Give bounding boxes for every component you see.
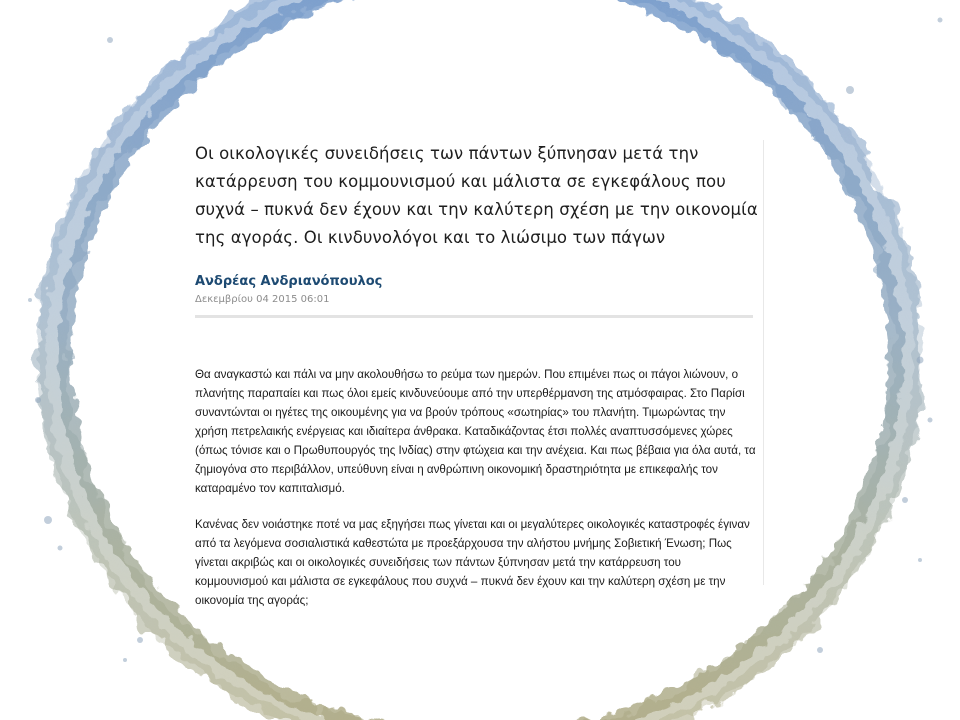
article-headline: Οι οικολογικές συνειδήσεις των πάντων ξύπνησαν μετά την κατάρρευση του κομμουνισμού και μάλιστα σε εγκεφάλους που συχνά – πυκνά δεν έχουν και την καλύτερη σχέση με την οικονομία της αγοράς. Οι κινδυνολόγοι και το λιώσιμο των πάγων (195, 144, 758, 247)
article-column-divider (763, 140, 764, 585)
header-separator (195, 315, 753, 318)
article-paragraph-1: Θα αναγκαστώ και πάλι να μην ακολουθήσω το ρεύμα των ημερών. Που επιμένει πως οι πάγοι λιώνουν, ο πλανήτης παραπαίει και πως όλοι εμείς κινδυνεύουμε από την υπερθέρμανση της ατμόσφαιρας. Στο Παρίσι συναντώνται οι ηγέτες της οικουμένης για να βρούν τρόπους «σωτηρίας» του πλανήτη. Τιμωρώντας την χρήση πετρελαικής ενέργειας και ιδιαίτερα άνθρακα. Καταδικάζοντας έτσι πολλές αναπτυσσόμενες χώρες (όπως τόνισε και ο Πρωθυπουργός της Ινδίας) στην φτώχεια και την ανέχεια. Και πως βέβαια για όλα αυτά, τα ζημιογόνα στο περιβάλλον, υπεύθυνη είναι η ανθρώπινη οικονομική δραστηριότητα με επικεφαλής τον καταραμένο τον καπιταλισμό. (195, 368, 756, 495)
article (195, 140, 760, 627)
article-paragraph-2: Κανένας δεν νοιάστηκε ποτέ να μας εξηγήσει πως γίνεται και οι μεγαλύτερες οικολογικές καταστροφές έγιναν από τα λεγόμενα σοσιαλιστικά καθεστώτα με προεξάρχουσα την αλήστου μνήμης Σοβιετική Ένωση; Πως γίνεται ακριβώς και οι οικολογικές συνειδήσεις των πάντων ξύπνησαν μετά την κατάρρευση του κομμουνισμού και μάλιστα σε εγκεφάλους που συχνά – πυκνά δεν έχουν και την καλύτερη σχέση με την οικονομία της αγοράς; (195, 518, 750, 607)
article-date: Δεκεμβρίου 04 2015 06:01 (195, 294, 330, 305)
article-author[interactable]: Ανδρέας Ανδριανόπουλος (195, 274, 383, 289)
article-body (195, 365, 757, 610)
